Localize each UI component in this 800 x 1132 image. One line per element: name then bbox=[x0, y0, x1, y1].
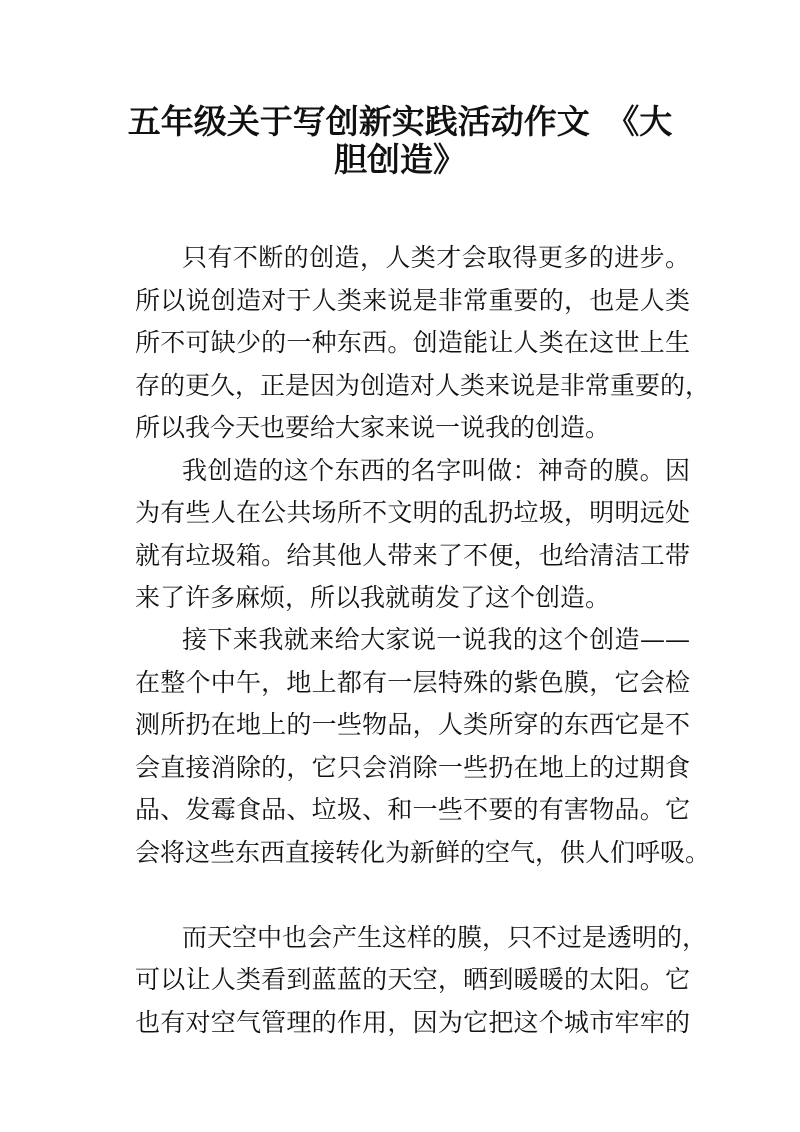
body-line: 存的更久，正是因为创造对人类来说是非常重要的， bbox=[135, 371, 711, 400]
document-title-line-1: 五年级关于写创新实践活动作文 《大 bbox=[127, 102, 673, 141]
body-line: 为有些人在公共场所不文明的乱扔垃圾，明明远处 bbox=[135, 498, 690, 527]
body-line: 来了许多麻烦，所以我就萌发了这个创造。 bbox=[135, 583, 611, 612]
document-title-line-2: 胆创造》 bbox=[334, 140, 466, 179]
body-line: 我创造的这个东西的名字叫做：神奇的膜。因 bbox=[182, 456, 690, 485]
body-line: 所不可缺少的一种东西。创造能让人类在这世上生 bbox=[135, 328, 690, 357]
body-line: 所以说创造对于人类来说是非常重要的，也是人类 bbox=[135, 286, 690, 315]
body-line: 可以让人类看到蓝蓝的天空，晒到暖暖的太阳。它 bbox=[135, 965, 690, 994]
body-line: 只有不断的创造，人类才会取得更多的进步。 bbox=[182, 243, 690, 272]
body-line: 接下来我就来给大家说一说我的这个创造—— bbox=[182, 625, 690, 654]
body-line: 而天空中也会产生这样的膜，只不过是透明的， bbox=[182, 923, 708, 952]
body-line: 品、发霉食品、垃圾、和一些不要的有害物品。它 bbox=[135, 795, 690, 824]
body-line: 会直接消除的，它只会消除一些扔在地上的过期食 bbox=[135, 753, 690, 782]
body-line: 在整个中午，地上都有一层特殊的紫色膜，它会检 bbox=[135, 668, 690, 697]
body-line: 也有对空气管理的作用，因为它把这个城市牢牢的 bbox=[135, 1008, 690, 1037]
body-line: 所以我今天也要给大家来说一说我的创造。 bbox=[135, 413, 611, 442]
body-line: 就有垃圾箱。给其他人带来了不便，也给清洁工带 bbox=[135, 541, 690, 570]
body-line: 会将这些东西直接转化为新鲜的空气，供人们呼吸。 bbox=[135, 838, 711, 867]
body-line: 测所扔在地上的一些物品，人类所穿的东西它是不 bbox=[135, 710, 690, 739]
